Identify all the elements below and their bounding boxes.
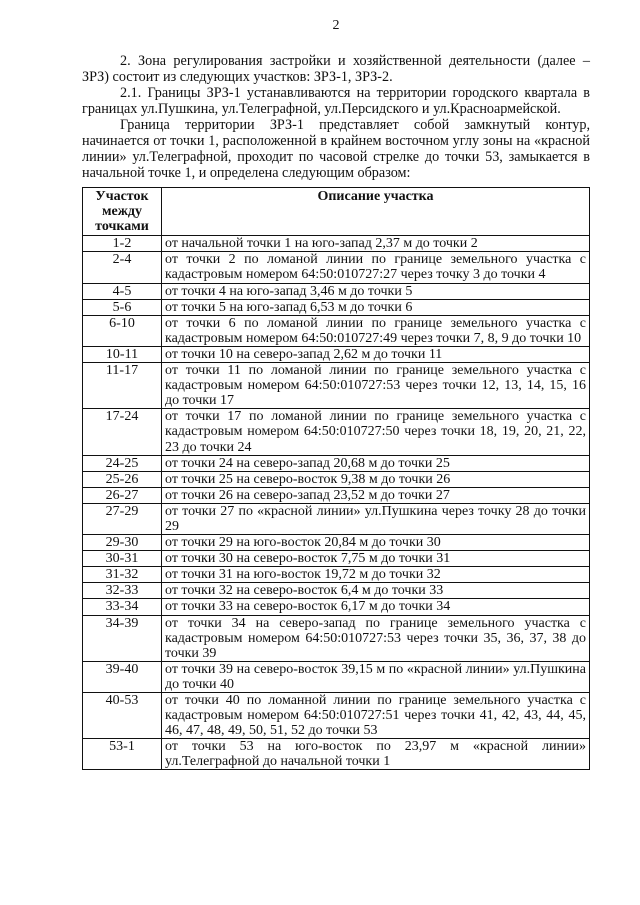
segment-cell: 10-11 — [83, 346, 162, 362]
segment-cell: 31-32 — [83, 567, 162, 583]
table-header-row — [83, 188, 590, 236]
table-row — [83, 471, 590, 487]
description-cell: от точки 32 на северо-восток 6,4 м до точки 33 — [162, 583, 590, 599]
segment-cell: 5-6 — [83, 299, 162, 315]
boundary-sections-table — [82, 187, 590, 770]
table-row — [83, 487, 590, 503]
description-cell: от точки 30 на северо-восток 7,75 м до точки 31 — [162, 551, 590, 567]
table-row — [83, 661, 590, 692]
description-cell: от точки 2 по ломаной линии по границе земельного участка с кадастровым номером 64:50:010727:27 через точку 3 до точки 4 — [162, 252, 590, 283]
segment-cell: 4-5 — [83, 283, 162, 299]
page-number: 2 — [332, 18, 340, 33]
description-cell: от точки 33 на северо-восток 6,17 м до точки 34 — [162, 599, 590, 615]
description-cell: от точки 29 на юго-восток 20,84 м до точки 30 — [162, 535, 590, 551]
description-cell: от точки 6 по ломаной линии по границе земельного участка с кадастровым номером 64:50:010727:49 через точки 7, 8, 9 до точки 10 — [162, 315, 590, 346]
table-row — [83, 409, 590, 455]
description-cell: от точки 31 на юго-восток 19,72 м до точки 32 — [162, 567, 590, 583]
segment-cell: 25-26 — [83, 471, 162, 487]
segment-cell: 39-40 — [83, 661, 162, 692]
table-row — [83, 455, 590, 471]
paragraph-zone-composition: 2. Зона регулирования застройки и хозяйственной деятельности (далее – ЗРЗ) состоит из следующих участков: ЗРЗ-1, ЗРЗ-2. — [82, 53, 590, 85]
segment-cell: 27-29 — [83, 503, 162, 534]
table-row — [83, 252, 590, 283]
table-row — [83, 599, 590, 615]
segment-cell: 30-31 — [83, 551, 162, 567]
table-row — [83, 503, 590, 534]
table-row — [83, 535, 590, 551]
description-cell: от точки 25 на северо-восток 9,38 м до точки 26 — [162, 471, 590, 487]
header-description: Описание участка — [162, 188, 590, 236]
segment-cell: 2-4 — [83, 252, 162, 283]
table-row — [83, 299, 590, 315]
paragraph-zrz1-boundaries: 2.1. Границы ЗРЗ-1 устанавливаются на территории городского квартала в границах ул.Пушкина, ул.Телеграфной, ул.Персидского и ул.Красноармейской. — [82, 85, 590, 117]
description-cell: от точки 27 по «красной линии» ул.Пушкина через точку 28 до точки 29 — [162, 503, 590, 534]
description-cell: от точки 4 на юго-запад 3,46 м до точки 5 — [162, 283, 590, 299]
description-cell: от точки 17 по ломаной линии по границе земельного участка с кадастровым номером 64:50:010727:50 через точки 18, 19, 20, 21, 22, 23 до точки 24 — [162, 409, 590, 455]
segment-cell: 29-30 — [83, 535, 162, 551]
table-row — [83, 363, 590, 409]
segment-cell: 33-34 — [83, 599, 162, 615]
table-row — [83, 551, 590, 567]
segment-cell: 17-24 — [83, 409, 162, 455]
table-row — [83, 346, 590, 362]
table-row — [83, 583, 590, 599]
segment-cell: 26-27 — [83, 487, 162, 503]
description-cell: от точки 11 по ломаной линии по границе земельного участка с кадастровым номером 64:50:010727:53 через точки 12, 13, 14, 15, 16 до точки 17 — [162, 363, 590, 409]
segment-cell: 34-39 — [83, 615, 162, 661]
paragraph-contour-description: Граница территории ЗРЗ-1 представляет собой замкнутый контур, начинается от точки 1, расположенной в крайнем восточном углу зоны на «красной линии» ул.Телеграфной, проходит по часовой стрелке до точки 53, замыкается в начальной точке 1, и определена следующим образом: — [82, 117, 590, 181]
table-row — [83, 693, 590, 739]
description-cell: от начальной точки 1 на юго-запад 2,37 м до точки 2 — [162, 236, 590, 252]
description-cell: от точки 53 на юго-восток по 23,97 м «красной линии» ул.Телеграфной до начальной точки 1 — [162, 739, 590, 770]
segment-cell: 1-2 — [83, 236, 162, 252]
segment-cell: 40-53 — [83, 693, 162, 739]
segment-cell: 32-33 — [83, 583, 162, 599]
table-row — [83, 315, 590, 346]
description-cell: от точки 40 по ломанной линии по границе земельного участка с кадастровым номером 64:50:010727:51 через точки 41, 42, 43, 44, 45, 46, 47, 48, 49, 50, 51, 52 до точки 53 — [162, 693, 590, 739]
description-cell: от точки 39 на северо-восток 39,15 м по «красной линии» ул.Пушкина до точки 40 — [162, 661, 590, 692]
description-cell: от точки 34 на северо-запад по границе земельного участка с кадастровым номером 64:50:010727:53 через точки 35, 36, 37, 38 до точки 39 — [162, 615, 590, 661]
table-row — [83, 236, 590, 252]
table-body — [83, 236, 590, 770]
segment-cell: 53-1 — [83, 739, 162, 770]
header-segment: Участок между точками — [83, 188, 162, 236]
description-cell: от точки 24 на северо-запад 20,68 м до точки 25 — [162, 455, 590, 471]
description-cell: от точки 26 на северо-запад 23,52 м до точки 27 — [162, 487, 590, 503]
segment-cell: 11-17 — [83, 363, 162, 409]
table-row — [83, 567, 590, 583]
segment-cell: 6-10 — [83, 315, 162, 346]
description-cell: от точки 5 на юго-запад 6,53 м до точки 6 — [162, 299, 590, 315]
description-cell: от точки 10 на северо-запад 2,62 м до точки 11 — [162, 346, 590, 362]
segment-cell: 24-25 — [83, 455, 162, 471]
table-row — [83, 615, 590, 661]
table-row — [83, 739, 590, 770]
table-row — [83, 283, 590, 299]
